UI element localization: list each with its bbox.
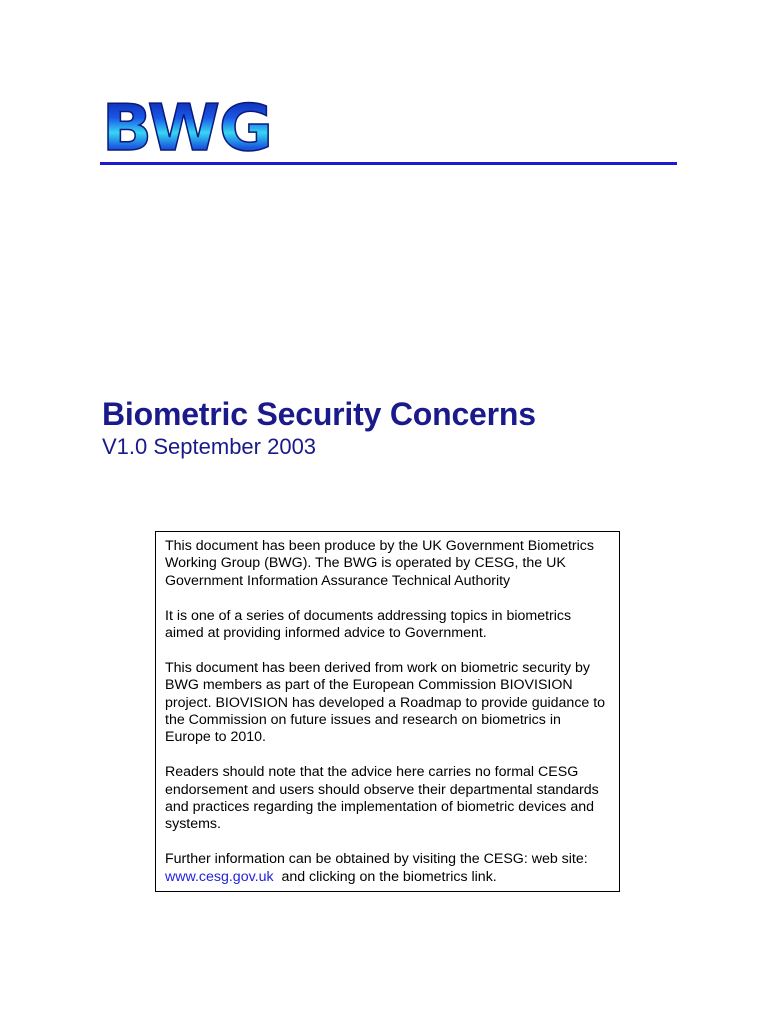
notice-paragraph-5-lead: Further information can be obtained by visiting the CESG: web site: <box>165 851 588 868</box>
document-title: Biometric Security Concerns <box>102 396 536 432</box>
notice-paragraph-3: This document has been derived from work on biometric security by BWG members as part of the European Commission BIOVISION project. BIOVISION has developed a Roadmap to provide guidance to the Commission on future issues and research on biometrics in Europe to 2010. <box>165 659 606 746</box>
notice-paragraph-4: Readers should note that the advice here carries no formal CESG endorsement and users should observe their departmental standards and practices regarding the implementation of biometric devices and systems. <box>165 764 599 833</box>
notice-box <box>155 531 620 892</box>
bwg-logo-text: BWG <box>102 92 272 160</box>
bwg-logo <box>100 92 276 160</box>
cesg-website-link[interactable]: www.cesg.gov.uk <box>165 868 274 885</box>
notice-paragraph-5 <box>165 851 610 886</box>
document-version: V1.0 September 2003 <box>102 434 317 459</box>
notice-paragraph-5-tail: and clicking on the biometrics link. <box>273 868 497 885</box>
notice-paragraph-1: This document has been produce by the UK Government Biometrics Working Group (BWG). The BWG is operated by CESG, the UK Government Information Assurance Technical Authority <box>165 538 594 589</box>
header-rule <box>100 162 677 165</box>
notice-paragraph-2: It is one of a series of documents addressing topics in biometrics aimed at providing informed advice to Government. <box>165 607 572 642</box>
